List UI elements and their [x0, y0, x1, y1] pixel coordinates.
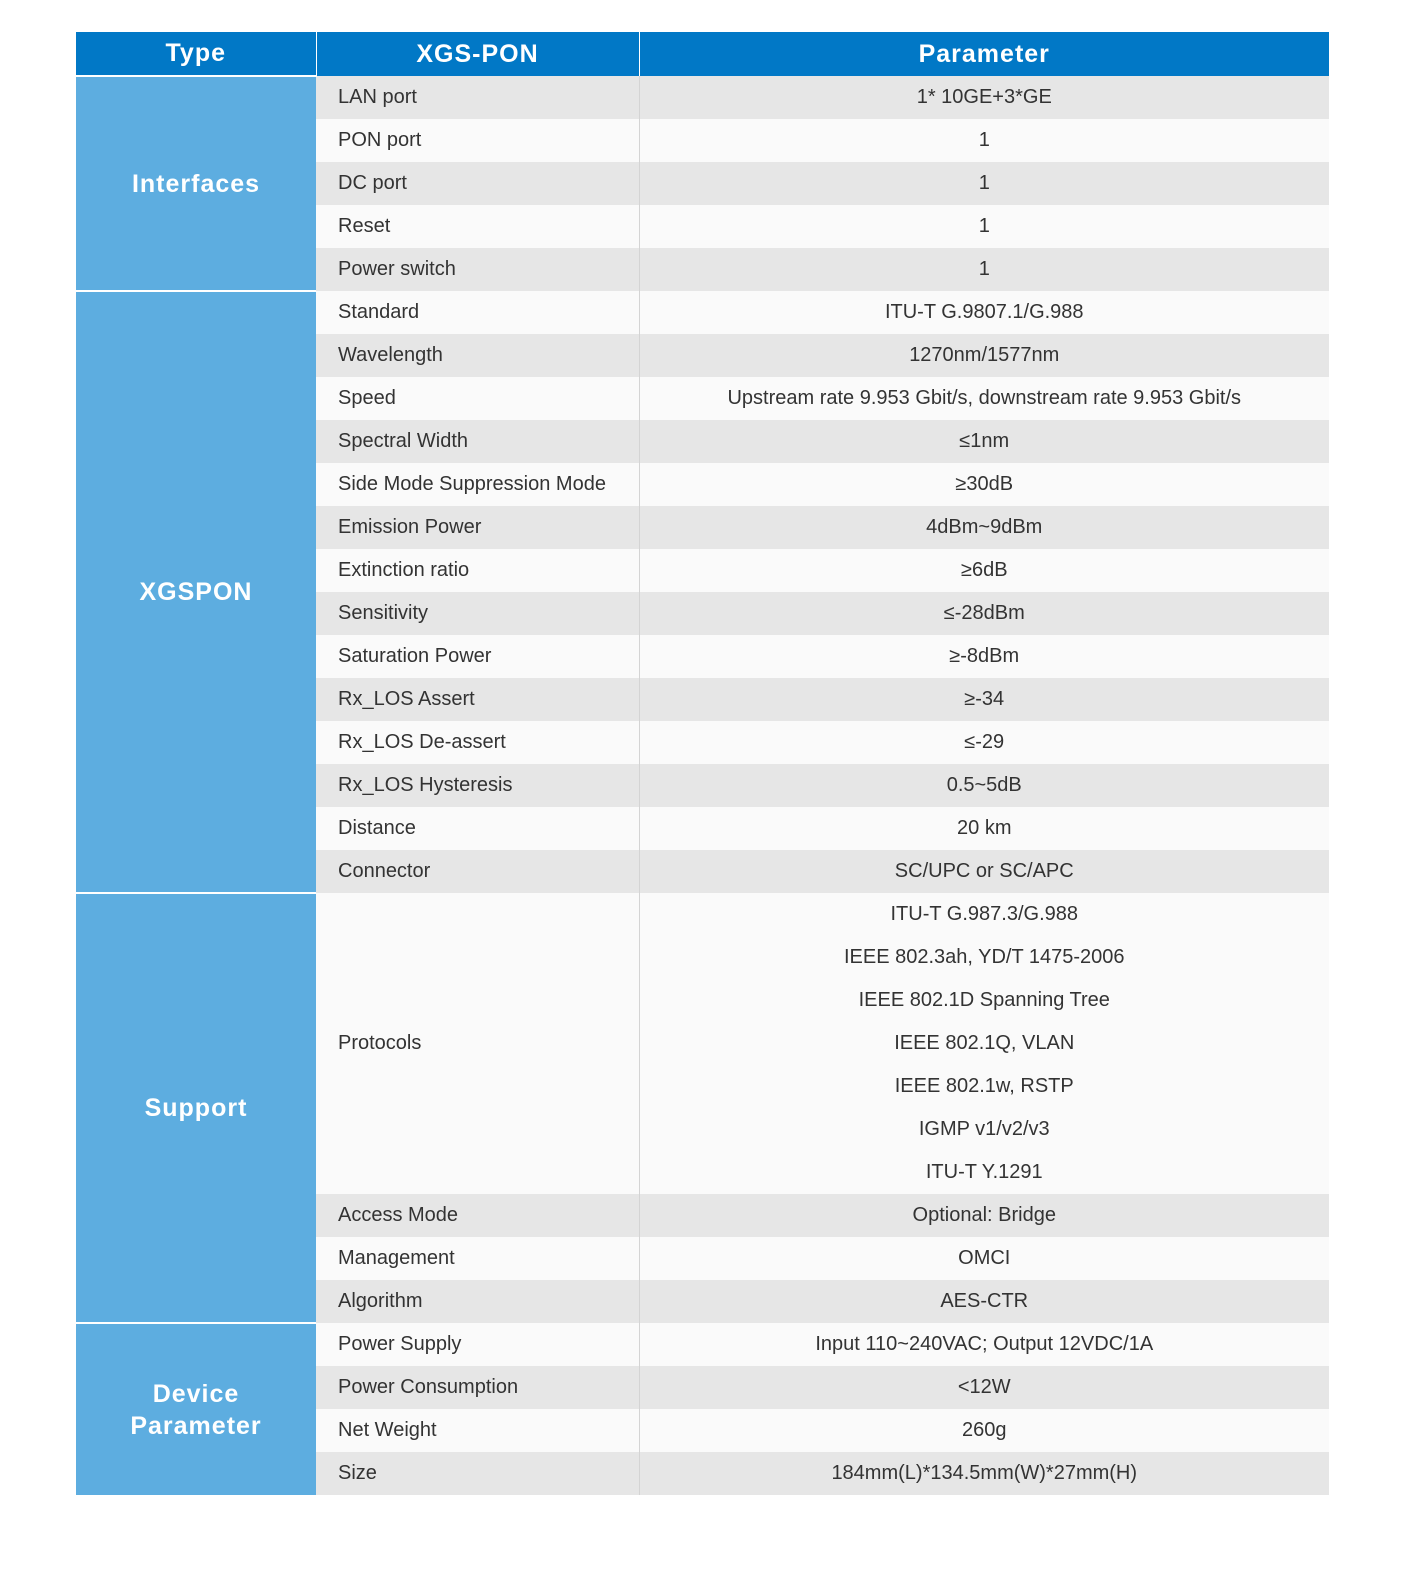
row-value: Input 110~240VAC; Output 12VDC/1A [639, 1323, 1329, 1366]
header-row [76, 32, 1329, 76]
group-device-line2: Parameter [130, 1411, 262, 1440]
row-name: Power Consumption [316, 1366, 639, 1409]
row-name: DC port [316, 162, 639, 205]
row-value: ≤1nm [639, 420, 1329, 463]
row-value: 20 km [639, 807, 1329, 850]
protocol-item: IEEE 802.1D Spanning Tree [858, 989, 1110, 1011]
row-value: Optional: Bridge [639, 1194, 1329, 1237]
row-value: ≥-8dBm [639, 635, 1329, 678]
row-name: Distance [316, 807, 639, 850]
row-name: Emission Power [316, 506, 639, 549]
row-name: Size [316, 1452, 639, 1495]
table-row [76, 76, 1329, 119]
row-value: 1 [639, 205, 1329, 248]
row-name: Reset [316, 205, 639, 248]
protocols-value [639, 893, 1329, 1194]
row-value: 4dBm~9dBm [639, 506, 1329, 549]
group-xgspon: XGSPON [76, 291, 316, 893]
row-name: Speed [316, 377, 639, 420]
row-value: ≤-29 [639, 721, 1329, 764]
row-value: 260g [639, 1409, 1329, 1452]
row-value: 0.5~5dB [639, 764, 1329, 807]
protocol-item: ITU-T G.987.3/G.988 [890, 903, 1078, 925]
row-name: Wavelength [316, 334, 639, 377]
row-name: Protocols [316, 893, 639, 1194]
row-value: OMCI [639, 1237, 1329, 1280]
row-name: Rx_LOS De-assert [316, 721, 639, 764]
protocol-item: IGMP v1/v2/v3 [918, 1118, 1050, 1140]
row-name: Extinction ratio [316, 549, 639, 592]
protocol-item: IEEE 802.1Q, VLAN [894, 1032, 1075, 1054]
header-parameter: Parameter [639, 32, 1329, 76]
row-value: 1* 10GE+3*GE [639, 76, 1329, 119]
protocol-item: ITU-T Y.1291 [925, 1161, 1043, 1183]
row-value: Upstream rate 9.953 Gbit/s, downstream rate 9.953 Gbit/s [639, 377, 1329, 420]
protocol-item: IEEE 802.1w, RSTP [894, 1075, 1074, 1097]
row-name: Algorithm [316, 1280, 639, 1323]
row-value: 1270nm/1577nm [639, 334, 1329, 377]
table-row [76, 291, 1329, 334]
row-value: ≤-28dBm [639, 592, 1329, 635]
row-value: ≥6dB [639, 549, 1329, 592]
row-value: 1 [639, 119, 1329, 162]
row-name: Rx_LOS Assert [316, 678, 639, 721]
row-name: Power switch [316, 248, 639, 291]
row-value: SC/UPC or SC/APC [639, 850, 1329, 893]
row-name: Side Mode Suppression Mode [316, 463, 639, 506]
row-value: 1 [639, 248, 1329, 291]
row-value: ≥30dB [639, 463, 1329, 506]
header-type: Type [76, 32, 316, 76]
protocol-item: IEEE 802.3ah, YD/T 1475-2006 [843, 946, 1125, 968]
group-support: Support [76, 893, 316, 1323]
table-row [76, 1323, 1329, 1366]
row-name: Spectral Width [316, 420, 639, 463]
spec-table [76, 32, 1329, 1495]
group-device-line1: Device [152, 1379, 240, 1408]
row-name: Standard [316, 291, 639, 334]
row-name: Sensitivity [316, 592, 639, 635]
row-name: Rx_LOS Hysteresis [316, 764, 639, 807]
table-row [76, 893, 1329, 1194]
group-interfaces: Interfaces [76, 76, 316, 291]
row-value: 184mm(L)*134.5mm(W)*27mm(H) [639, 1452, 1329, 1495]
row-value: ITU-T G.9807.1/G.988 [639, 291, 1329, 334]
row-value: <12W [639, 1366, 1329, 1409]
group-device-parameter [76, 1323, 316, 1495]
row-name: Management [316, 1237, 639, 1280]
row-name: LAN port [316, 76, 639, 119]
row-name: Connector [316, 850, 639, 893]
row-name: Access Mode [316, 1194, 639, 1237]
row-value: ≥-34 [639, 678, 1329, 721]
row-value: 1 [639, 162, 1329, 205]
row-name: Saturation Power [316, 635, 639, 678]
row-name: PON port [316, 119, 639, 162]
header-xgs-pon: XGS-PON [316, 32, 639, 76]
row-name: Power Supply [316, 1323, 639, 1366]
row-name: Net Weight [316, 1409, 639, 1452]
row-value: AES-CTR [639, 1280, 1329, 1323]
